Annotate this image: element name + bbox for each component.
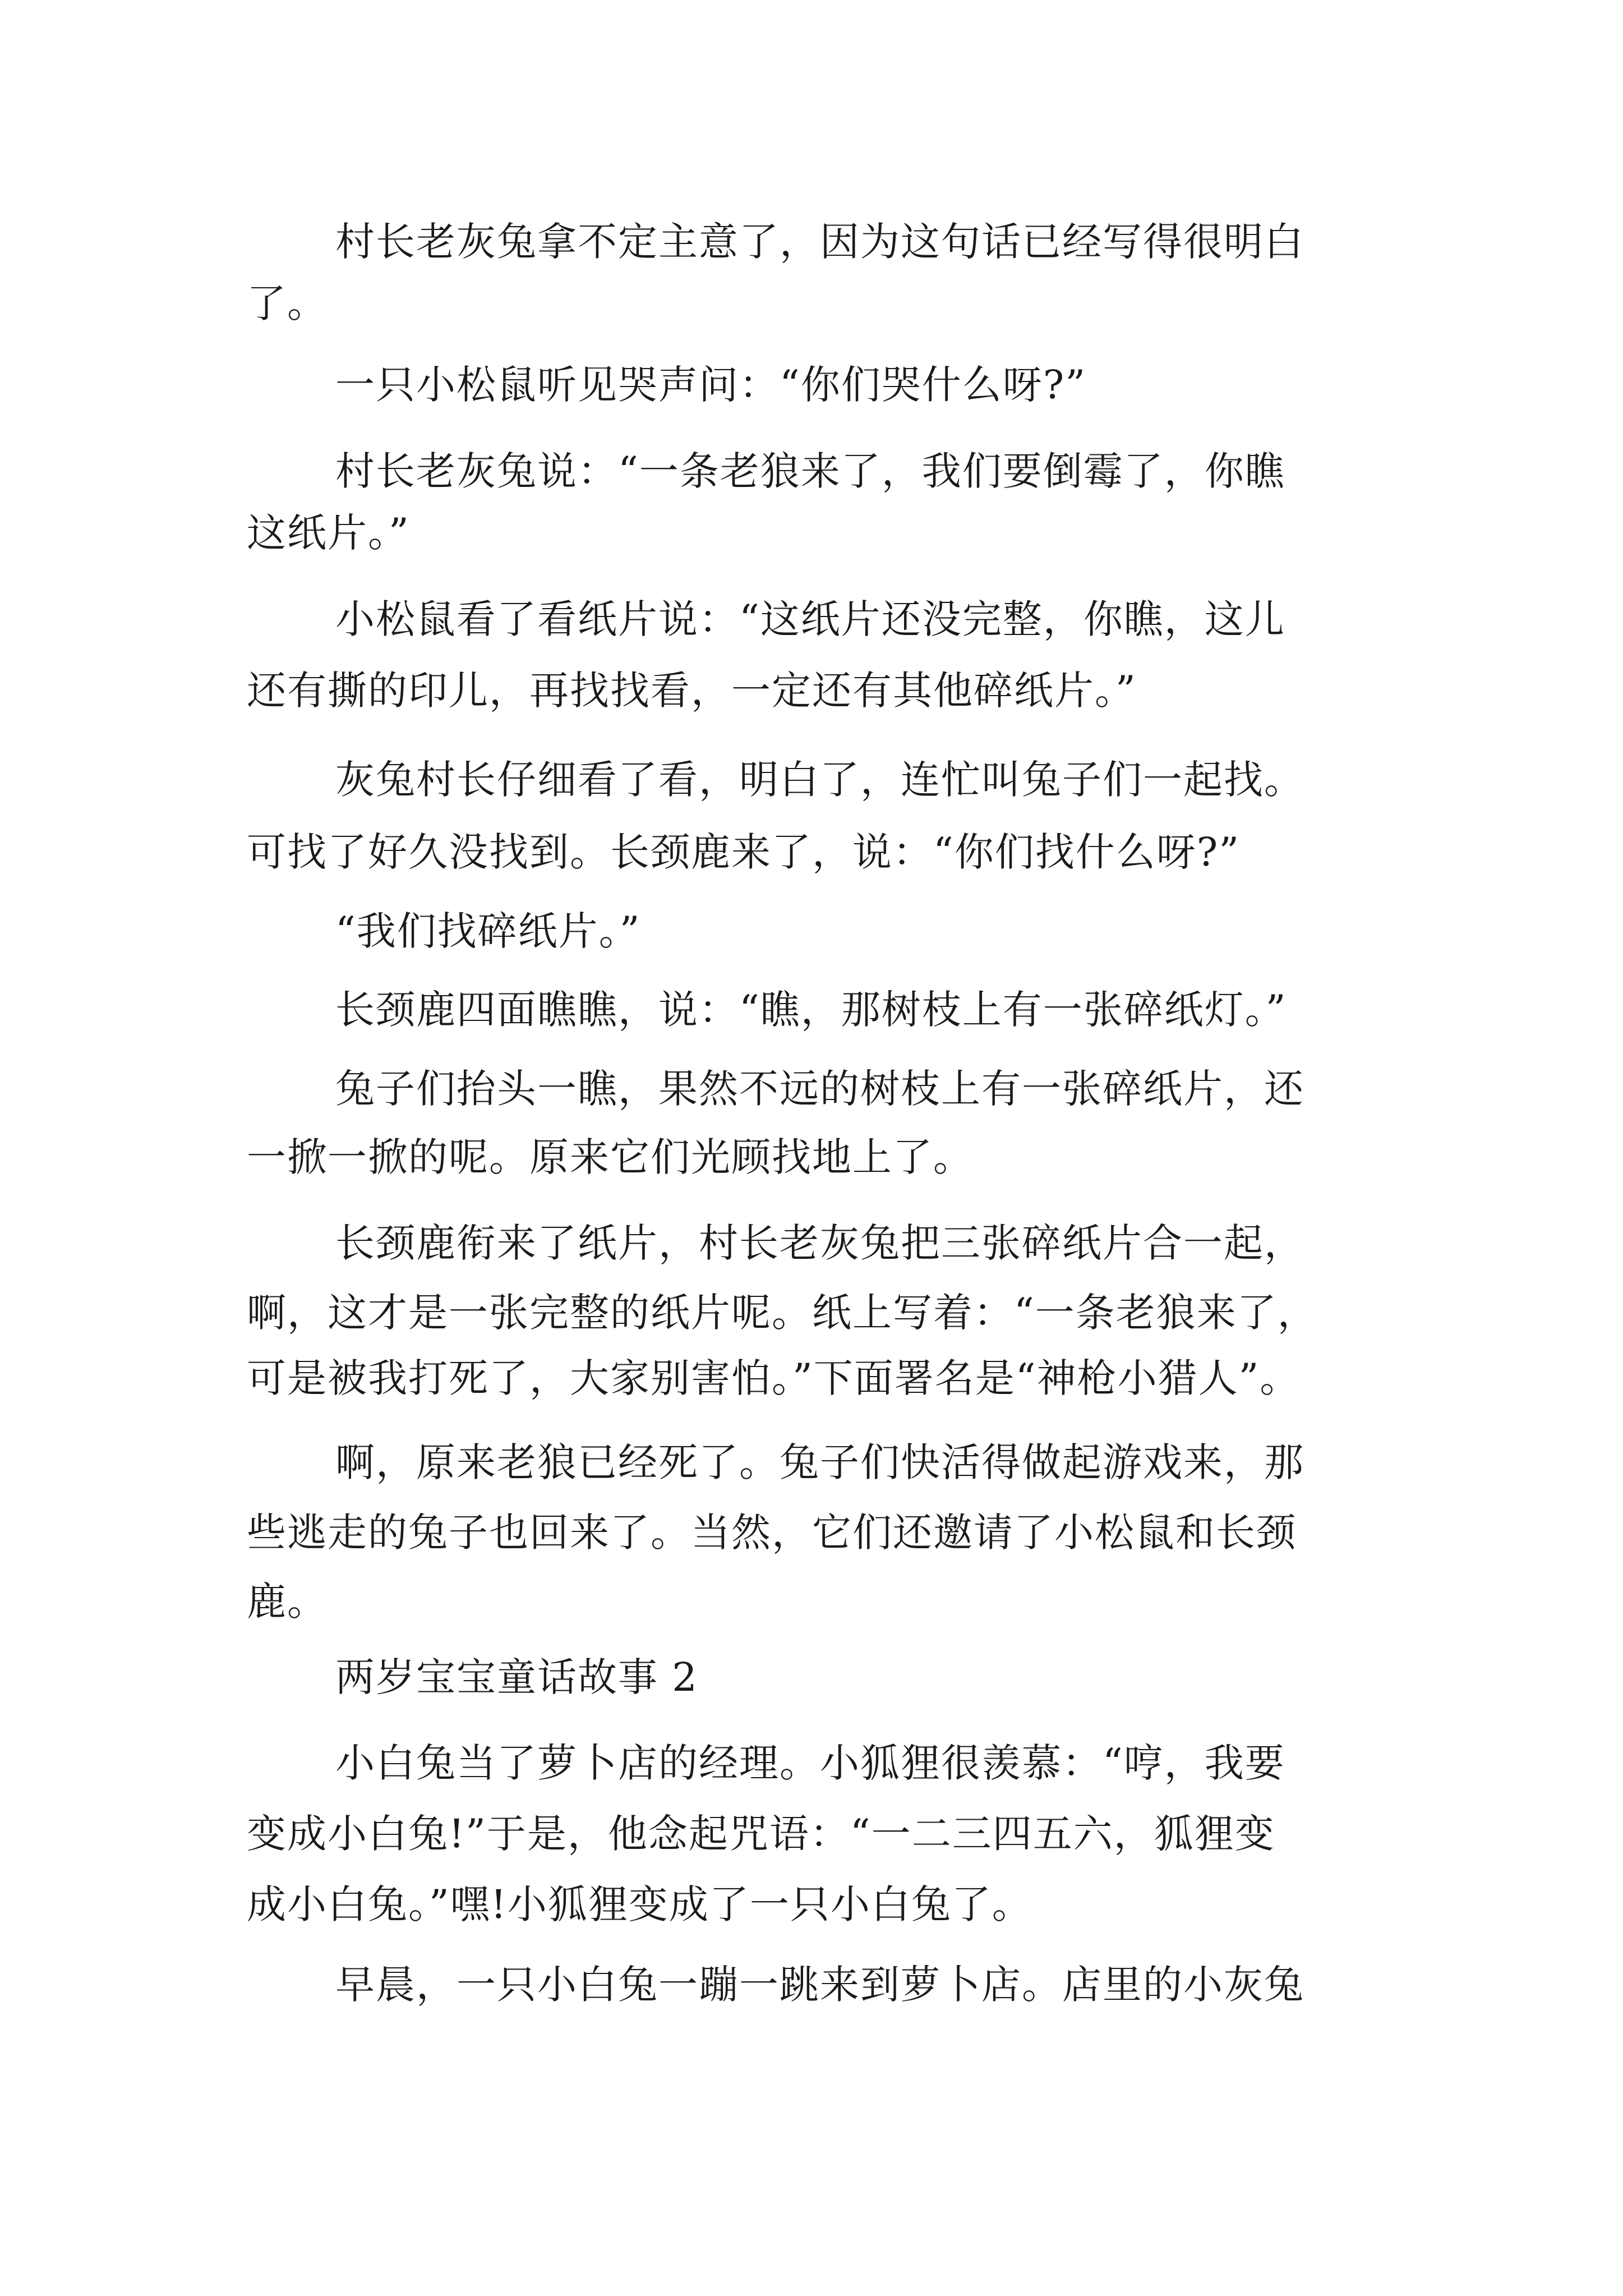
text-line: 可找了好久没找到。长颈鹿来了，说：“你们找什么呀?” — [247, 829, 1241, 875]
text-line: 村长老灰兔拿不定主意了，因为这句话已经写得很明白 — [335, 219, 1304, 265]
text-line: 长颈鹿四面瞧瞧，说：“瞧，那树枝上有一张碎纸灯。” — [335, 987, 1287, 1033]
text-line: 啊，这才是一张完整的纸片呢。纸上写着：“一条老狼来了， — [247, 1290, 1318, 1336]
text-line: 村长老灰兔说：“一条老狼来了，我们要倒霉了，你瞧 — [335, 448, 1285, 494]
text-line: 变成小白兔!”于是，他念起咒语：“一二三四五六，狐狸变 — [247, 1811, 1275, 1857]
text-line: 灰兔村长仔细看了看，明白了，连忙叫兔子们一起找。 — [335, 757, 1304, 803]
text-line: 这纸片。” — [247, 510, 410, 556]
text-line: 兔子们抬头一瞧，果然不远的树枝上有一张碎纸片，还 — [335, 1066, 1304, 1112]
text-line: 些逃走的兔子也回来了。当然，它们还邀请了小松鼠和长颈 — [247, 1510, 1297, 1556]
text-line: 一掀一掀的呢。原来它们光顾找地上了。 — [247, 1134, 974, 1180]
text-line: 一只小松鼠听见哭声问：“你们哭什么呀?” — [335, 362, 1087, 408]
text-line: 了。 — [247, 280, 328, 326]
text-line: 早晨，一只小白兔一蹦一跳来到萝卜店。店里的小灰兔 — [335, 1962, 1304, 2008]
text-line: 可是被我打死了，大家别害怕。”下面署名是“神枪小猎人”。 — [247, 1355, 1301, 1401]
text-line: 小白兔当了萝卜店的经理。小狐狸很羡慕：“哼，我要 — [335, 1740, 1285, 1786]
text-line: 成小白兔。”嘿!小狐狸变成了一只小白兔了。 — [247, 1881, 1032, 1927]
text-line: 长颈鹿衔来了纸片，村长老灰兔把三张碎纸片合一起， — [335, 1220, 1304, 1266]
text-line: 鹿。 — [247, 1579, 328, 1625]
text-line: 还有撕的印儿，再找找看，一定还有其他碎纸片。” — [247, 668, 1137, 714]
text-line: 啊，原来老狼已经死了。兔子们快活得做起游戏来，那 — [335, 1439, 1304, 1485]
text-line: 小松鼠看了看纸片说：“这纸片还没完整，你瞧，这儿 — [335, 596, 1285, 642]
section-heading: 两岁宝宝童话故事 2 — [335, 1654, 698, 1700]
text-line: “我们找碎纸片。” — [335, 908, 641, 954]
